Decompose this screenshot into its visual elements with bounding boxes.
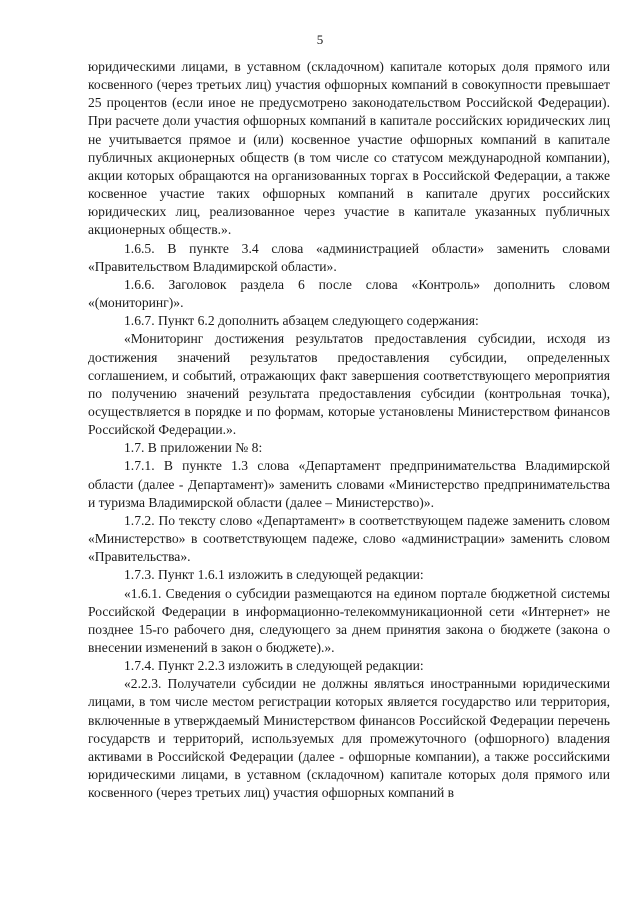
paragraph-1-7-2: 1.7.2. По тексту слово «Департамент» в соответствующем падеже заменить словом «Министерство» в соответствующем падеже, слово «администрации» заменить словом «Правительства». — [88, 512, 610, 565]
paragraph-1-7-1: 1.7.1. В пункте 1.3 слова «Департамент предпринимательства Владимирской области (далее - Департамент)» заменить словами «Министерство предпринимательства и туризма Владимирской области (далее – Министерство)». — [88, 458, 610, 510]
document-body — [88, 58, 610, 802]
paragraph-1-7-4: 1.7.4. Пункт 2.2.3 изложить в следующей редакции: — [124, 658, 424, 674]
paragraph-1-7-3: 1.7.3. Пункт 1.6.1 изложить в следующей редакции: — [124, 567, 424, 583]
page-number: 5 — [316, 32, 324, 47]
paragraph-2-2-3-quote: «2.2.3. Получатели субсидии не должны являться иностранными юридическими лицами, в том числе местом регистрации которых является государство или территория, включенные в утверждаемый Министерством финансов Российской Федерации перечень государств и территорий, используемых для промежуточного (офшорного) владения активами в Российской Федерации (далее - офшорные компании), а также российскими юридическими лицами, в уставном (складочном) капитале которых доля прямого или косвенного (через третьих лиц) участия офшорных компаний в — [88, 676, 610, 801]
paragraph-1-6-7: 1.6.7. Пункт 6.2 дополнить абзацем следующего содержания: — [124, 313, 479, 329]
paragraph-1-6-6: 1.6.6. Заголовок раздела 6 после слова «Контроль» дополнить словом «(мониторинг)». — [88, 276, 610, 311]
paragraph-continuation: юридическими лицами, в уставном (складочном) капитале которых доля прямого или косвенного (через третьих лиц) участия офшорных компаний в совокупности превышает 25 процентов (если иное не предусмотрено законодательством Российской Федерации). При расчете доли участия офшорных компаний в капитале российских юридических лиц не учитывается прямое и (или) косвенное участие офшорных компаний в капитале публичных акционерных обществ (в том числе со статусом международной компании), акции которых обращаются на организованных торгах в Российской Федерации, а также косвенное участие таких офшорных компаний в капитале других российских юридических лиц, реализованное через участие в капитале указанных публичных акционерных обществ.». — [88, 59, 610, 238]
paragraph-1-7: 1.7. В приложении № 8: — [124, 440, 263, 456]
paragraph-monitoring-quote: «Мониторинг достижения результатов предоставления субсидии, исходя из достижения значений результатов предоставления субсидии, определенных соглашением, и событий, отражающих факт завершения соответствующего мероприятия по получению значений результата предоставления субсидии (контрольная точка), осуществляется в порядке и по формам, которые установлены Министерством финансов Российской Федерации.». — [88, 331, 610, 438]
paragraph-1-6-1-quote: «1.6.1. Сведения о субсидии размещаются на едином портале бюджетной системы Российской Федерации в информационно-телекоммуникационной сети «Интернет» не позднее 15-го рабочего дня, следующего за днем принятия закона о бюджете (закона о внесении изменений в закон о бюджете).». — [88, 585, 610, 655]
paragraph-1-6-5: 1.6.5. В пункте 3.4 слова «администрацией области» заменить словами «Правительством Владимирской области». — [88, 240, 610, 274]
